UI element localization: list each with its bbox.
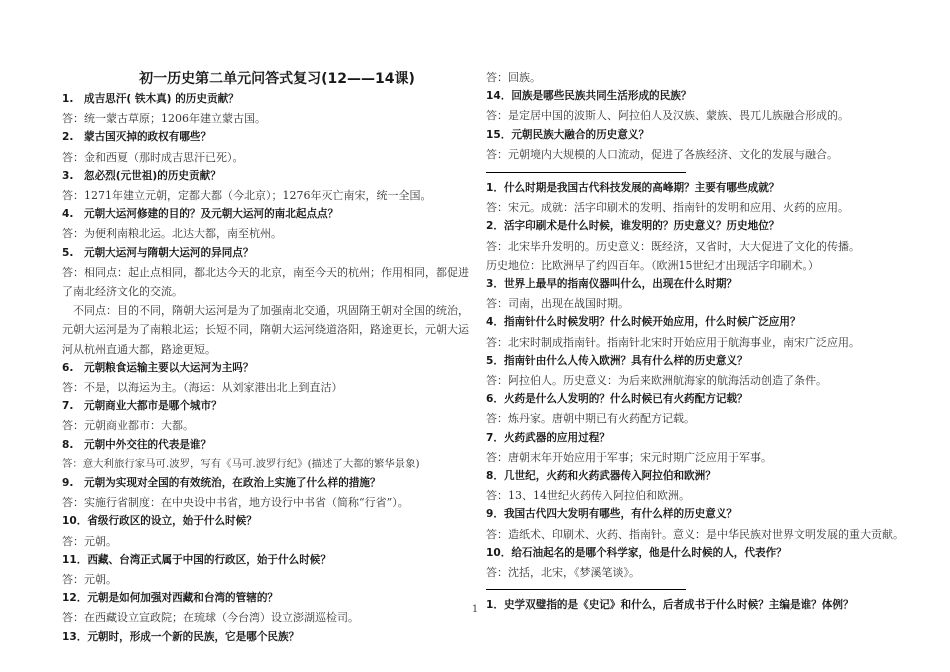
- question-8: 8. 元朝中外交往的代表是谁？: [62, 438, 212, 451]
- science-answer-6: 答：炼丹家。唐朝中期已有火药配方记载。: [486, 412, 695, 426]
- left-column: [62, 68, 472, 647]
- answer-9: 答：实施行省制度：在中央设中书省，地方设行中书省（简称“行省”）。: [62, 496, 409, 510]
- science-answer-10: 答：沈括，北宋，《梦溪笔谈》。: [486, 566, 640, 580]
- answer-4: 答：为便利南粮北运。北达大都，南至杭州。: [62, 227, 282, 241]
- question-14: 14．回族是哪些民族共同生活形成的民族？: [486, 90, 692, 103]
- question-10: 10．省级行政区的设立，始于什么时候？: [62, 515, 257, 528]
- science-question-8: 8．几世纪，火药和火药武器传入阿拉伯和欧洲？: [486, 470, 716, 483]
- question-13: 13．元朝时，形成一个新的民族，它是哪个民族？: [62, 630, 300, 643]
- science-question-4: 4．指南针什么时候发明？什么时候开始应用，什么时候广泛应用？: [486, 316, 801, 329]
- question-12: 12．元朝是如何加强对西藏和台湾的管辖的？: [62, 592, 279, 605]
- answer-8: 答：意大利旅行家马可.波罗，写有《马可.波罗行纪》(描述了大都的繁华景象): [62, 457, 420, 470]
- science-question-9: 9．我国古代四大发明有哪些，有什么样的历史意义？: [486, 508, 738, 521]
- question-11: 11．西藏、台湾正式属于中国的行政区，始于什么时候？: [62, 553, 331, 566]
- answer-14: 答：是定居中国的波斯人、阿拉伯人及汉族、蒙族、畏兀儿族融合形成的。: [486, 109, 849, 123]
- science-answer-2: 答：北宋毕升发明的。历史意义：既经济，又省时，大大促进了文化的传播。: [486, 239, 860, 253]
- science-answer-8: 答：13、14世纪火药传入阿拉伯和欧洲。: [486, 489, 690, 503]
- question-5: 5. 元朝大运河与隋朝大运河的异同点？: [62, 246, 254, 259]
- section-divider-1: [486, 172, 686, 173]
- science-question-7: 7．火药武器的应用过程？: [486, 431, 610, 444]
- answer-5-same: 答：相同点：起止点相同，都北达今天的北京，南至今天的杭州；作用相同，都促进了南北经济文化的交流。: [62, 265, 469, 299]
- answer-15: 答：元朝境内大规模的人口流动，促进了各族经济、文化的发展与融合。: [486, 147, 838, 161]
- science-answer-7: 答：唐朝末年开始应用于军事；宋元时期广泛应用于军事。: [486, 450, 772, 464]
- science-answer-5: 答：阿拉伯人。历史意义：为后来欧洲航海家的航海活动创造了条件。: [486, 374, 827, 388]
- section-divider-2: [486, 589, 686, 590]
- answer-12: 答：在西藏设立宣政院；在琉球（今台湾）设立澎湖巡检司。: [62, 611, 359, 625]
- science-question-3: 3．世界上最早的指南仪器叫什么，出现在什么时期？: [486, 278, 738, 291]
- question-3: 3. 忽必烈(元世祖)的历史贡献？: [62, 169, 221, 182]
- science-question-10: 10．给石油起名的是哪个科学家，他是什么时候的人，代表作？: [486, 546, 787, 559]
- answer-3: 答：1271年建立元朝，定都大都（今北京）；1276年灭亡南宋，统一全国。: [62, 189, 432, 203]
- question-4: 4. 元朝大运河修建的目的？及元朝大运河的南北起点点？: [62, 208, 339, 221]
- science-answer-4: 答：北宋时制成指南针。指南针北宋时开始应用于航海事业，南宋广泛应用。: [486, 335, 860, 349]
- science-question-2: 2．活字印刷术是什么时候，谁发明的？历史意义？历史地位？: [486, 220, 780, 233]
- history-question-1: 1．史学双璧指的是《史记》和什么，后者成书于什么时候？主编是谁？体例？: [486, 599, 854, 612]
- science-answer-3: 答：司南，出现在战国时期。: [486, 297, 629, 311]
- right-column: [486, 68, 912, 615]
- answer-2: 答：金和西夏（那时成吉思汗已死）。: [62, 150, 244, 164]
- answer-13: 答：回族。: [486, 71, 541, 84]
- science-question-5: 5．指南针由什么人传入欧洲？具有什么样的历史意义？: [486, 354, 748, 367]
- question-15: 15．元朝民族大融合的历史意义？: [486, 128, 650, 141]
- answer-1: 答：统一蒙古草原；1206年建立蒙古国。: [62, 112, 266, 126]
- page-title: 初一历史第二单元问答式复习(12——14课): [139, 71, 415, 87]
- question-9: 9. 元朝为实现对全国的有效统治，在政治上实施了什么样的措施？: [62, 477, 381, 490]
- answer-11: 答：元朝。: [62, 573, 117, 587]
- page-number: 1: [471, 604, 479, 615]
- science-question-6: 6．火药是什么人发明的？什么时候已有火药配方记载？: [486, 393, 748, 406]
- question-7: 7. 元朝商业大都市是哪个城市？: [62, 400, 222, 413]
- answer-5-diff: 不同点：目的不同，隋朝大运河是为了加强南北交通，巩固隋王朝对全国的统治，元朝大运河是为了南粮北运；长短不同，隋朝大运河绕道洛阳，路途更长，元朝大运河从杭州直通大都，路途更短。: [62, 304, 469, 356]
- question-6: 6. 元朝粮食运输主要以大运河为主吗？: [62, 361, 254, 374]
- science-answer-1: 答：宋元。成就：活字印刷术的发明、指南针的发明和应用、火药的应用。: [486, 201, 849, 215]
- answer-10: 答：元朝。: [62, 534, 117, 548]
- question-2: 2. 蒙古国灭掉的政权有哪些？: [62, 131, 212, 144]
- science-answer-2-status: 历史地位：比欧洲早了约四百年。（欧洲15世纪才出现活字印刷术。）: [486, 258, 819, 272]
- question-1: 1. 成吉思汗( 铁木真) 的历史贡献？: [62, 93, 239, 105]
- science-answer-9: 答：造纸术、印刷术、火药、指南针。意义：是中华民族对世界文明发展的重大贡献。: [486, 527, 904, 541]
- answer-6: 答：不是，以海运为主。（海运：从刘家港出北上到直沽）: [62, 381, 343, 395]
- science-question-1: 1．什么时期是我国古代科技发展的高峰期？主要有哪些成就？: [486, 182, 780, 195]
- answer-7: 答：元朝商业都市：大都。: [62, 419, 194, 433]
